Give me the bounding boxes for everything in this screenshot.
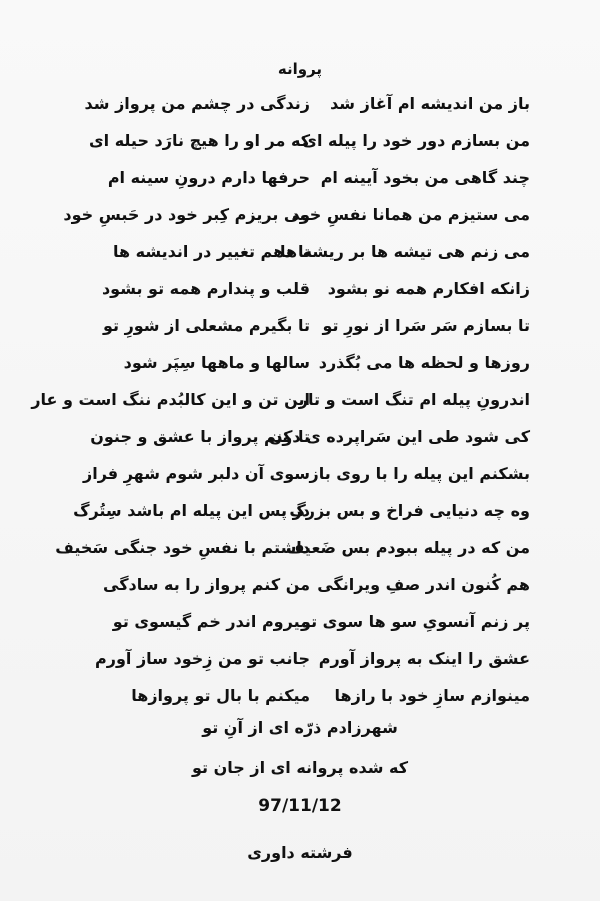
- couplet-first-line: من که در پیله ببودم بس ضَعیف: [285, 538, 530, 557]
- couplet-first-line: پر زنم آنسویِ سو ها سوی تو: [301, 612, 530, 631]
- couplet-first-line: روزها و لحظه ها می بُگذرد: [318, 353, 530, 372]
- couplet-second-line: در پس این پیله ام باشد سِتُرگ: [73, 501, 310, 520]
- couplet-first-line: کی شود طی این سَراپرده ی دون: [268, 427, 530, 446]
- couplet: [60, 643, 530, 680]
- couplet: [60, 310, 530, 347]
- couplet-first-line: می زنم هی تیشه ها بر ریشه ها: [279, 242, 530, 261]
- couplet-first-line: مینوازم سازِ خود با رازها: [334, 686, 530, 705]
- couplet: [60, 273, 530, 310]
- couplet: [55, 532, 530, 569]
- couplet-first-line: زانکه افکارم همه نو بشود: [327, 279, 530, 298]
- closing-line: شهرزادم ذرّه ای از آنِ تو: [202, 718, 398, 737]
- couplet-second-line: جانب تو من زِخود ساز آورم: [95, 649, 310, 668]
- couplet: [60, 458, 530, 495]
- couplet-second-line: که مر او را هیچ نارَد حیله ای: [88, 131, 310, 150]
- couplet: [60, 569, 530, 606]
- couplet-second-line: قلب و پندارم همه تو بشود: [101, 279, 310, 298]
- couplet: [60, 606, 530, 643]
- couplet-second-line: میکنم با بال تو پروازها: [131, 686, 310, 705]
- couplet: [60, 125, 530, 162]
- couplet: [31, 384, 530, 421]
- couplet-second-line: داشتم با نفسِ خود جنگی سَخیف: [55, 538, 310, 557]
- couplet-first-line: بشکنم این پیله را با روی باز: [309, 464, 530, 483]
- couplet-first-line: چند گاهی من بخود آیینه ام: [320, 168, 530, 187]
- couplet-second-line: تا کنم پرواز با عشق و جنون: [90, 427, 310, 446]
- couplet: [60, 88, 530, 125]
- poem-author: فرشته داوری: [247, 843, 353, 862]
- couplet: [60, 421, 530, 458]
- couplet-second-line: میروم اندر خم گیسوی تو: [112, 612, 310, 631]
- couplet-second-line: سالها و ماهها سِپَر شود: [123, 353, 310, 372]
- couplet-second-line: سوی آن دلبر شوم شهرِ فراز: [83, 464, 310, 483]
- couplet-second-line: زندگی در چشم من پرواز شد: [84, 94, 310, 113]
- poem-date: 97/11/12: [258, 796, 342, 816]
- couplet: [60, 680, 530, 717]
- couplet-first-line: عشق را اینک به پرواز آورم: [318, 649, 530, 668]
- poem-title: پروانه: [277, 60, 323, 78]
- couplet-first-line: هم کُنون اندر صفِ ویرانگی: [317, 575, 530, 594]
- couplet-first-line: وه چه دنیایی فراخ و بس بزرگ: [289, 501, 530, 520]
- couplet-second-line: می بریزم کِبر خود در حَبسِ خود: [63, 205, 310, 224]
- couplet-first-line: من بسازم دور خود را پیله ای: [302, 131, 530, 150]
- couplet: [60, 162, 530, 199]
- closing-line: که شده پروانه ای از جان تو: [191, 758, 409, 777]
- couplet-second-line: من کنم پرواز را به سادگی: [103, 575, 310, 594]
- couplet-second-line: تا دهم تغییر در اندیشه ها: [112, 242, 310, 261]
- couplet-list: [31, 88, 530, 717]
- couplet: [60, 495, 530, 532]
- couplet-second-line: تا بگیرم مشعلی از شورِ تو: [102, 316, 310, 335]
- couplet-second-line: حرفها دارم درونِ سینه ام: [107, 168, 310, 187]
- couplet-second-line: این تن و این کالبُدم ننگ است و عار: [31, 390, 310, 409]
- couplet-first-line: می ستیزم من همانا نفسِ خود: [291, 205, 530, 224]
- couplet: [60, 236, 530, 273]
- couplet-first-line: اندرونِ پیله ام تنگ است و تار: [298, 390, 530, 409]
- couplet: [60, 199, 530, 236]
- couplet: [60, 347, 530, 384]
- couplet-first-line: باز من اندیشه ام آغاز شد: [330, 94, 530, 113]
- couplet-first-line: تا بسازم سَر سَرا از نورِ تو: [322, 316, 530, 335]
